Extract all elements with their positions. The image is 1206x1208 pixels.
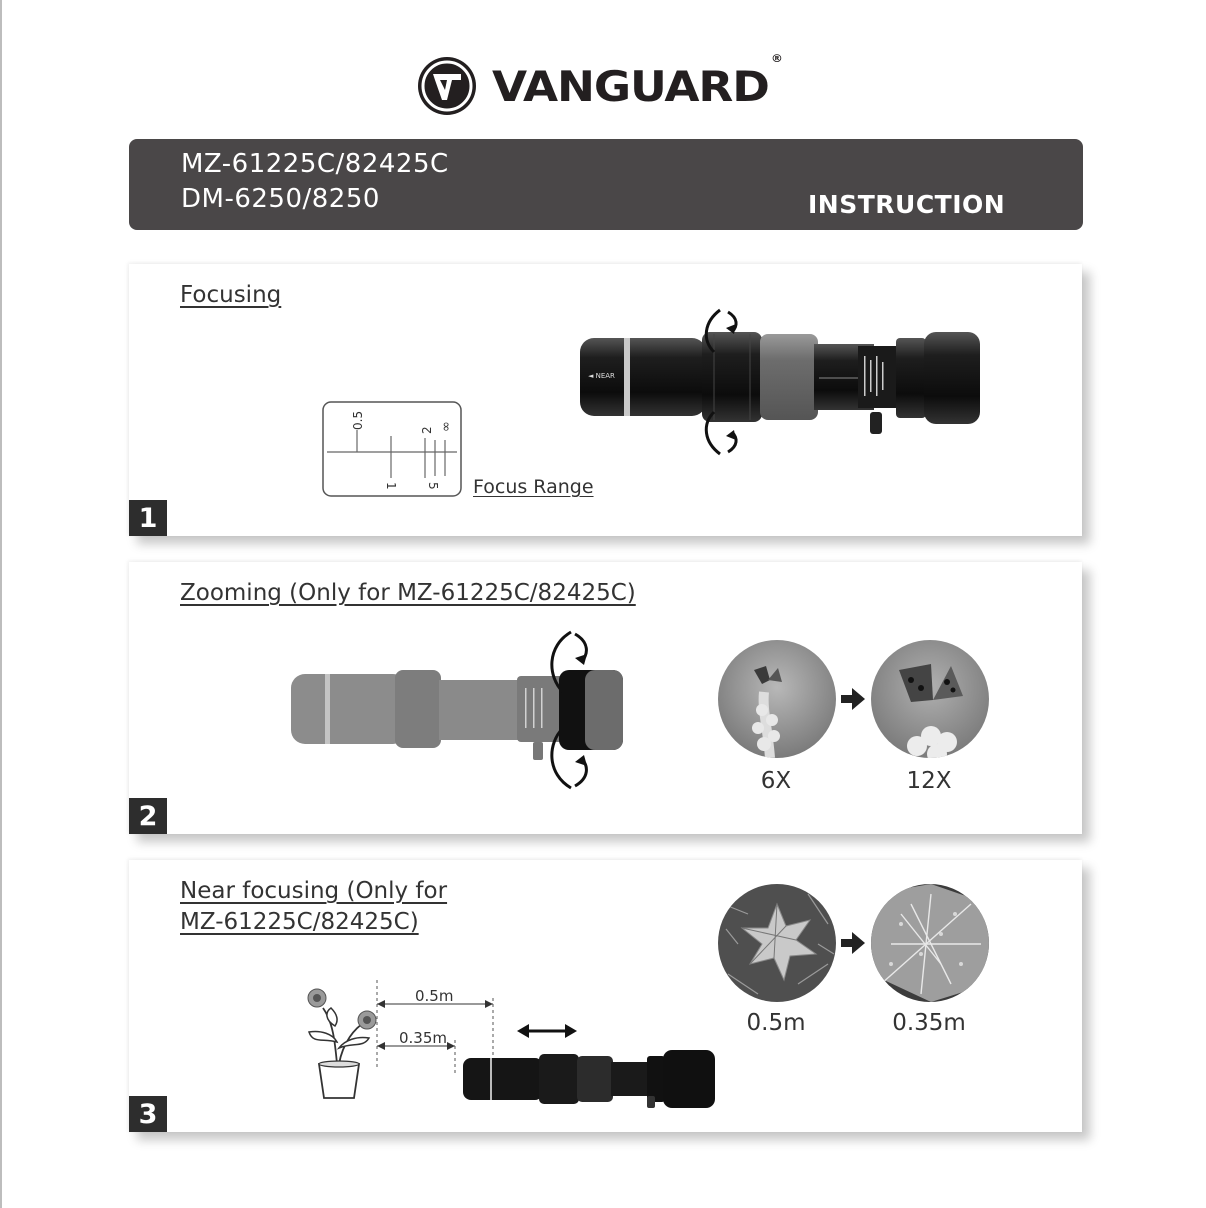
section-title: [180, 876, 447, 938]
zoom-12x-image: [871, 640, 989, 758]
distance-far-label: 0.5m: [415, 987, 454, 1005]
flower-pot-icon: [299, 982, 385, 1102]
distance-near-label: 0.35m: [399, 1029, 448, 1047]
model-numbers-line-1: MZ-61225C/82425C: [181, 149, 449, 179]
document-type: INSTRUCTION: [808, 190, 1006, 219]
section-title-line-2: MZ-61225C/82425C): [180, 909, 419, 935]
near-0-5m-image: [718, 884, 836, 1002]
arrow-right-icon: [841, 688, 865, 710]
section-zooming: [129, 562, 1082, 834]
step-number-2: 2: [129, 798, 167, 834]
near-0-5m-label: 0.5m: [746, 1010, 806, 1036]
section-title: Focusing: [180, 282, 282, 308]
focus-scale-diagram: [321, 400, 465, 500]
focus-range-label: Focus Range: [473, 476, 594, 498]
section-title-line-1: Near focusing (Only for: [180, 878, 448, 904]
near-0-35m-label: 0.35m: [892, 1010, 966, 1036]
monocular-near-focusing-illustration: [461, 1046, 721, 1112]
brand-name: VANGUARD®: [492, 51, 782, 111]
step-number-3: 3: [129, 1096, 167, 1132]
zoom-6x-label: 6X: [760, 768, 792, 794]
section-focusing: [129, 264, 1082, 536]
monocular-zooming-illustration: [285, 624, 635, 794]
page-edge: [0, 0, 2, 1208]
zoom-12x-label: 12X: [906, 768, 952, 794]
scale-label-2: 2: [420, 426, 434, 434]
title-banner: [129, 139, 1083, 230]
monocular-focusing-illustration: [574, 300, 994, 466]
near-0-35m-image: [871, 884, 989, 1002]
scale-label-infinity: ∞: [439, 421, 454, 432]
arrow-right-icon: [841, 932, 865, 954]
near-marking: ◄ NEAR: [588, 372, 615, 380]
section-title: Zooming (Only for MZ-61225C/82425C): [180, 580, 636, 606]
move-arrow-icon: [517, 1022, 577, 1040]
vanguard-logo-icon: [416, 55, 478, 117]
step-number-1: 1: [129, 500, 167, 536]
scale-label-5: 5: [426, 482, 440, 490]
section-near-focusing: [129, 860, 1082, 1132]
scale-label-1: 1: [384, 482, 398, 490]
brand-logo: [416, 51, 782, 118]
model-numbers-line-2: DM-6250/8250: [181, 184, 380, 214]
scale-label-0-5: 0.5: [351, 410, 365, 430]
zoom-6x-image: [718, 640, 836, 758]
